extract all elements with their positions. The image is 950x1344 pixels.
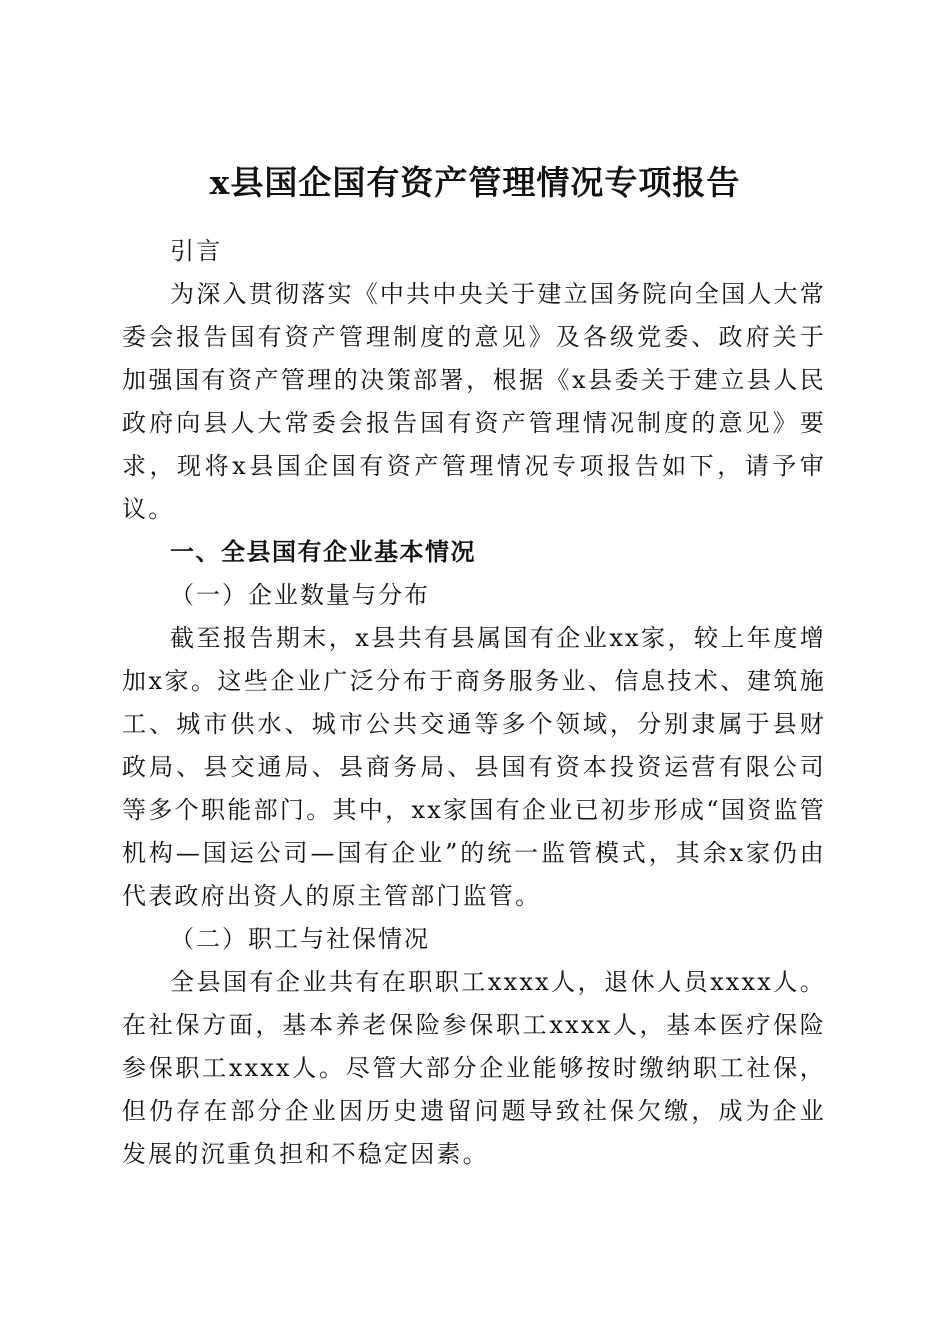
section-heading-basic-situation: 一、全县国有企业基本情况	[170, 538, 476, 566]
document-body	[122, 230, 826, 1176]
intro-heading: 引言	[170, 237, 223, 265]
subsection-heading-enterprise-count: （一）企业数量与分布	[170, 581, 430, 609]
paragraph-employees-social-security: 全县国有企业共有在职职工xxxx人，退休人员xxxx人。在社保方面，基本养老保险参保职工xxxx人，基本医疗保险参保职工xxxx人。尽管大部分企业能够按时缴纳职工社保，但仍存在部分企业因历史遗留问题导致社保欠缴，成为企业发展的沉重负担和不稳定因素。	[122, 968, 826, 1168]
paragraph-enterprise-count: 截至报告期末，x县共有县属国有企业xx家，较上年度增加x家。这些企业广泛分布于商务服务业、信息技术、建筑施工、城市供水、城市公共交通等多个领域，分别隶属于县财政局、县交通局、县商务局、县国有资本投资运营有限公司等多个职能部门。其中，xx家国有企业已初步形成“国资监管机构—国运公司—国有企业”的统一监管模式，其余x家仍由代表政府出资人的原主管部门监管。	[122, 624, 826, 910]
intro-paragraph: 为深入贯彻落实《中共中央关于建立国务院向全国人大常委会报告国有资产管理制度的意见》及各级党委、政府关于加强国有资产管理的决策部署，根据《x县委关于建立县人民政府向县人大常委会报告国有资产管理情况制度的意见》要求，现将x县国企国有资产管理情况专项报告如下，请予审议。	[122, 280, 826, 523]
subsection-heading-employees-social-security: （二）职工与社保情况	[170, 925, 430, 953]
document-title: x县国企国有资产管理情况专项报告	[209, 163, 741, 203]
